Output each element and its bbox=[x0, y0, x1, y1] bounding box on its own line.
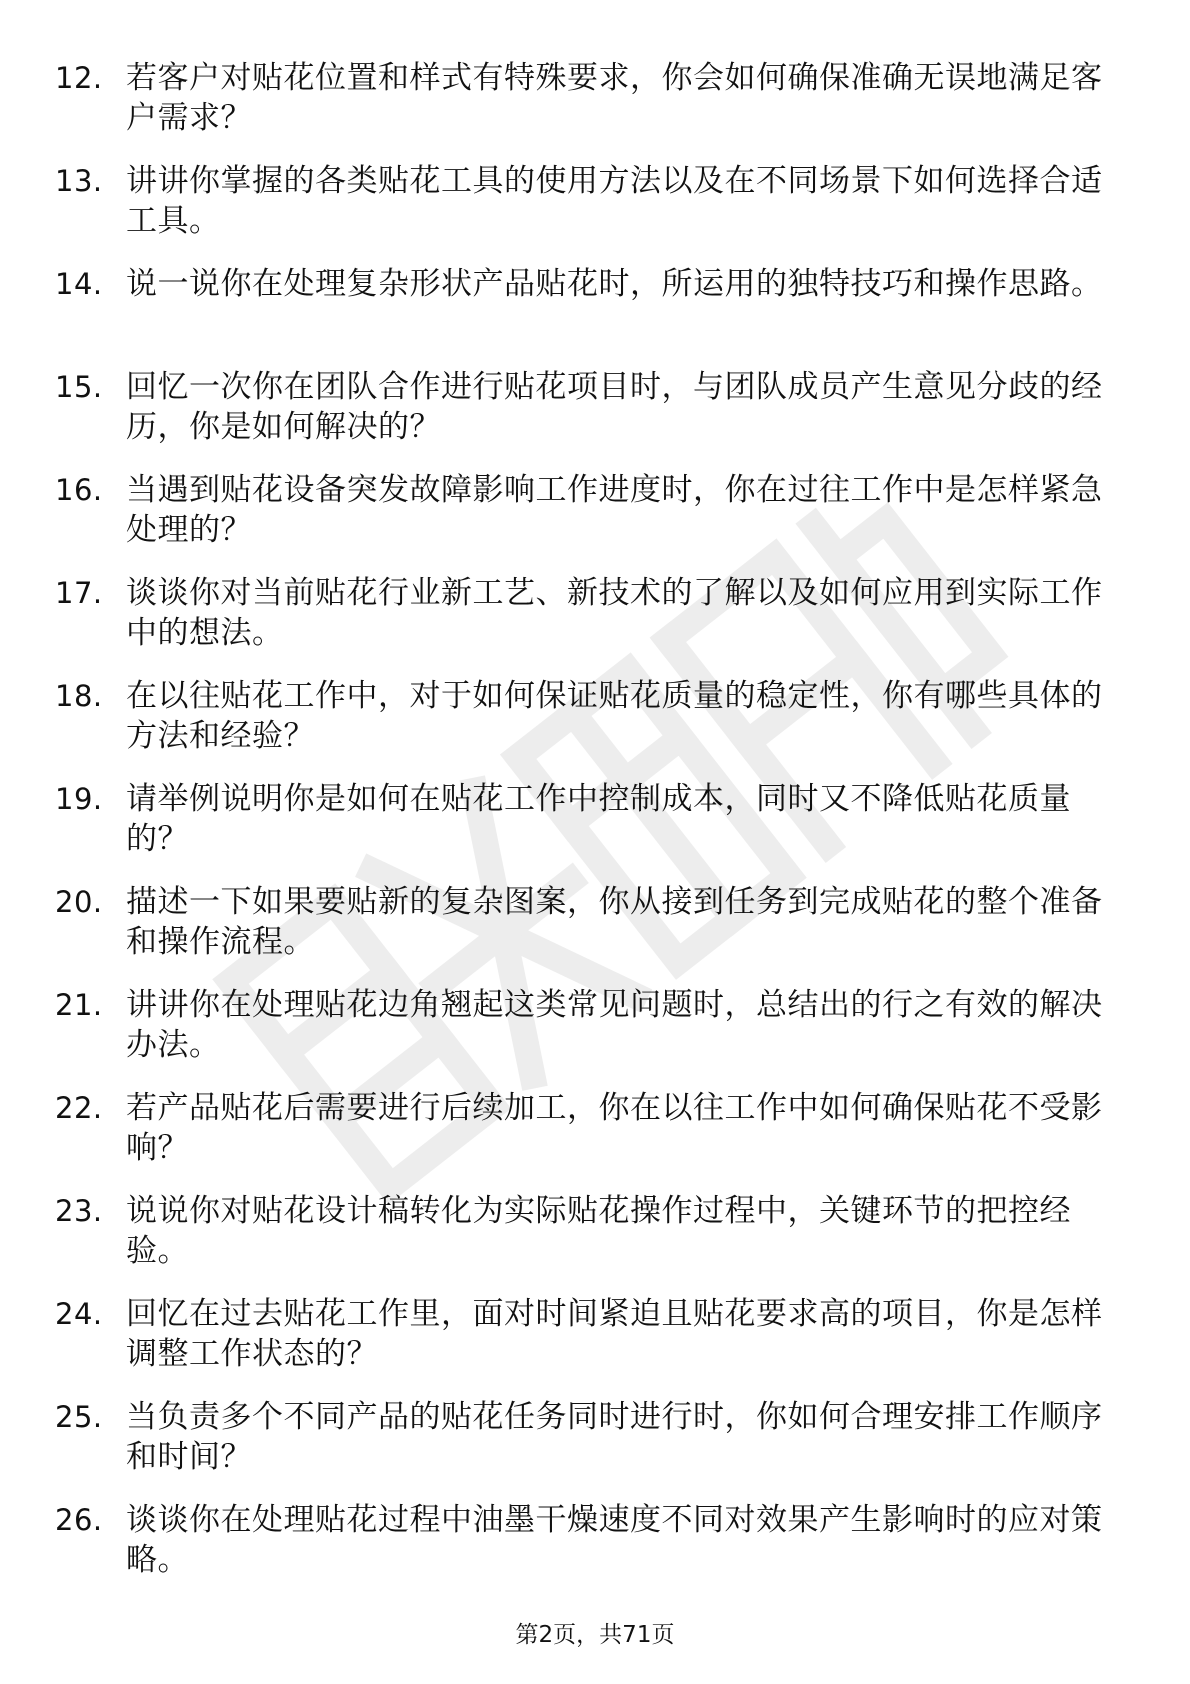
question-text: 讲讲你掌握的各类贴花工具的使用方法以及在不同场景下如何选择合适工具。 bbox=[126, 163, 1103, 239]
question-number: 22. bbox=[55, 1091, 103, 1125]
question-item-18 bbox=[0, 666, 1190, 769]
question-text: 当遇到贴花设备突发故障影响工作进度时，你在过往工作中是怎样紧急处理的？ bbox=[126, 472, 1103, 548]
question-number: 13. bbox=[55, 164, 103, 198]
question-number: 14. bbox=[55, 267, 103, 301]
question-text: 说说你对贴花设计稿转化为实际贴花操作过程中，关键环节的把控经验。 bbox=[126, 1193, 1071, 1269]
question-item-20 bbox=[0, 872, 1190, 975]
question-item-19 bbox=[0, 769, 1190, 872]
question-item-25 bbox=[0, 1387, 1190, 1490]
question-list bbox=[0, 48, 1190, 1593]
question-text: 回忆一次你在团队合作进行贴花项目时，与团队成员产生意见分歧的经历，你是如何解决的？ bbox=[126, 369, 1103, 445]
question-text: 回忆在过去贴花工作里，面对时间紧迫且贴花要求高的项目，你是怎样调整工作状态的？ bbox=[126, 1296, 1103, 1372]
question-text: 在以往贴花工作中，对于如何保证贴花质量的稳定性，你有哪些具体的方法和经验？ bbox=[126, 678, 1103, 754]
question-text: 请举例说明你是如何在贴花工作中控制成本，同时又不降低贴花质量的？ bbox=[126, 781, 1071, 857]
question-number: 15. bbox=[55, 370, 103, 404]
question-number: 18. bbox=[55, 679, 103, 713]
question-number: 26. bbox=[55, 1503, 103, 1537]
question-text: 若客户对贴花位置和样式有特殊要求，你会如何确保准确无误地满足客户需求？ bbox=[126, 60, 1103, 136]
question-text: 说一说你在处理复杂形状产品贴花时，所运用的独特技巧和操作思路。 bbox=[126, 266, 1103, 302]
page-number-label: 第2页，共71页 bbox=[515, 1622, 675, 1648]
page-footer bbox=[0, 1620, 1190, 1650]
question-text: 若产品贴花后需要进行后续加工，你在以往工作中如何确保贴花不受影响？ bbox=[126, 1090, 1103, 1166]
question-item-13 bbox=[0, 151, 1190, 254]
question-text: 当负责多个不同产品的贴花任务同时进行时，你如何合理安排工作顺序和时间？ bbox=[126, 1399, 1103, 1475]
question-item-14 bbox=[0, 254, 1190, 357]
question-item-24 bbox=[0, 1284, 1190, 1387]
question-number: 20. bbox=[55, 885, 103, 919]
question-item-26 bbox=[0, 1490, 1190, 1593]
question-number: 19. bbox=[55, 782, 103, 816]
question-text: 谈谈你在处理贴花过程中油墨干燥速度不同对效果产生影响时的应对策略。 bbox=[126, 1502, 1103, 1578]
question-number: 17. bbox=[55, 576, 103, 610]
question-text: 描述一下如果要贴新的复杂图案，你从接到任务到完成贴花的整个准备和操作流程。 bbox=[126, 884, 1103, 960]
question-item-16 bbox=[0, 460, 1190, 563]
question-text: 谈谈你对当前贴花行业新工艺、新技术的了解以及如何应用到实际工作中的想法。 bbox=[126, 575, 1103, 651]
question-number: 12. bbox=[55, 61, 103, 95]
question-number: 23. bbox=[55, 1194, 103, 1228]
question-number: 21. bbox=[55, 988, 103, 1022]
question-number: 16. bbox=[55, 473, 103, 507]
question-item-22 bbox=[0, 1078, 1190, 1181]
question-item-17 bbox=[0, 563, 1190, 666]
question-item-12 bbox=[0, 48, 1190, 151]
question-item-15 bbox=[0, 357, 1190, 460]
question-text: 讲讲你在处理贴花边角翘起这类常见问题时，总结出的行之有效的解决办法。 bbox=[126, 987, 1103, 1063]
question-number: 25. bbox=[55, 1400, 103, 1434]
question-number: 24. bbox=[55, 1297, 103, 1331]
question-item-21 bbox=[0, 975, 1190, 1078]
question-item-23 bbox=[0, 1181, 1190, 1284]
